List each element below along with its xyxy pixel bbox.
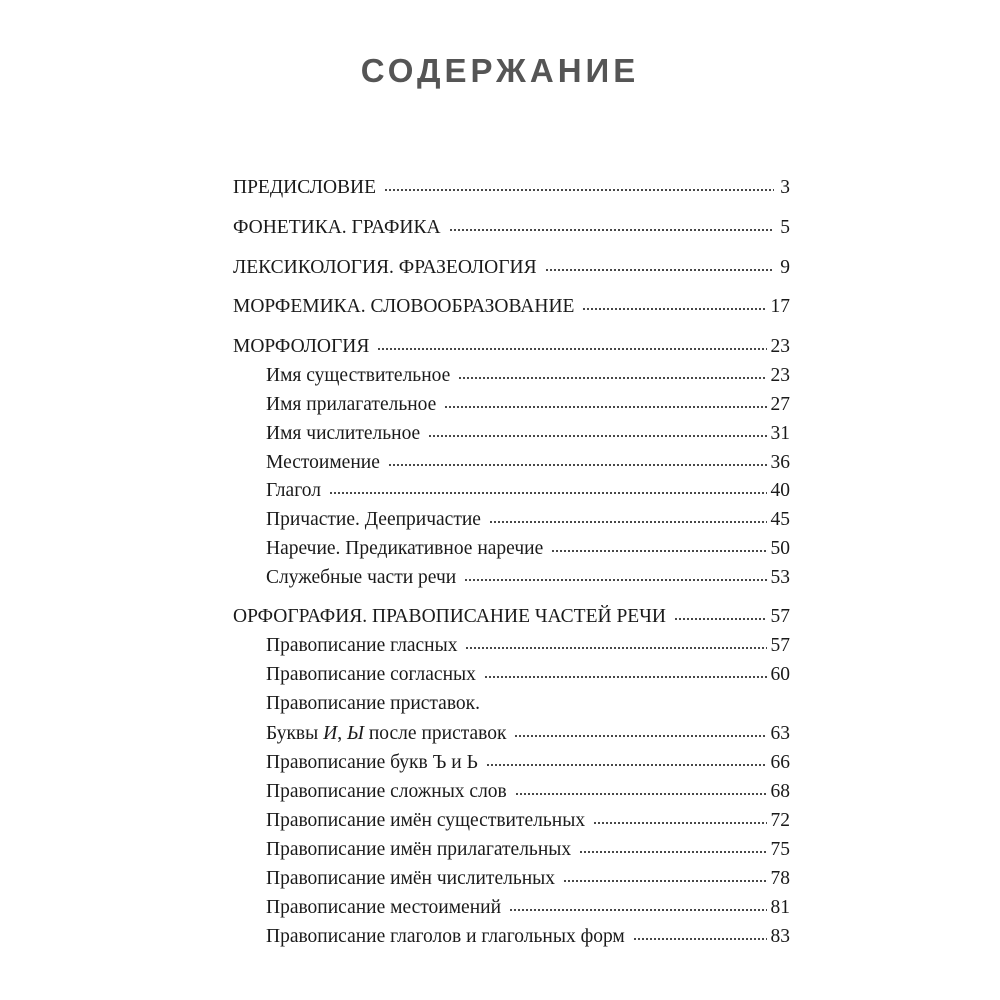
toc-entry-page: 3 — [780, 177, 790, 198]
label-separator: , — [337, 723, 347, 744]
label-italic-letter: И — [323, 723, 338, 744]
toc-entry-page: 60 — [770, 664, 790, 685]
toc-entry-page: 81 — [770, 897, 790, 918]
toc-entry-morphemics[interactable] — [233, 293, 790, 321]
toc-subentry[interactable] — [266, 661, 790, 689]
toc-entry-label: МОРФОЛОГИЯ — [233, 336, 370, 357]
toc-entry-page: 45 — [770, 509, 790, 530]
toc-entry-page: 53 — [770, 567, 790, 588]
dot-leader — [515, 792, 767, 796]
toc-entry-page: 83 — [770, 926, 790, 947]
toc-entry-label: Правописание согласных — [266, 664, 476, 685]
toc-entry-page: 36 — [770, 452, 790, 473]
toc-subentry[interactable] — [266, 923, 790, 951]
toc-entry-page: 66 — [770, 752, 790, 773]
page-title: СОДЕРЖАНИЕ — [360, 52, 640, 89]
toc-subentry[interactable] — [266, 449, 790, 477]
toc-subentry[interactable] — [266, 836, 790, 864]
dot-leader — [582, 307, 766, 311]
toc-entry-page: 17 — [770, 296, 790, 317]
dot-leader — [514, 734, 766, 738]
toc-entry-page: 68 — [770, 781, 790, 802]
dot-leader — [449, 228, 774, 232]
dot-leader — [551, 549, 766, 553]
toc-subentry[interactable] — [266, 807, 790, 835]
toc-subentry[interactable] — [266, 894, 790, 922]
toc-entry-page: 23 — [770, 365, 790, 386]
toc-entry-page: 78 — [770, 868, 790, 889]
toc-entry-label: Правописание имён числительных — [266, 868, 556, 889]
toc-subentry-first-line[interactable] — [266, 690, 480, 718]
toc-entry-label: Правописание имён существительных — [266, 810, 586, 831]
toc-entry-label: ФОНЕТИКА. ГРАФИКА — [233, 217, 441, 238]
toc-subentry[interactable] — [266, 749, 790, 777]
toc-subentry[interactable] — [266, 632, 790, 660]
toc-entry-label: Глагол — [266, 480, 321, 501]
toc-subentry[interactable] — [266, 477, 790, 505]
dot-leader — [377, 347, 766, 351]
label-italic-letter: Ы — [346, 723, 364, 744]
toc-subentry[interactable] — [266, 362, 790, 390]
toc-entry-label: ЛЕКСИКОЛОГИЯ. ФРАЗЕОЛОГИЯ — [233, 257, 537, 278]
dot-leader — [458, 376, 766, 380]
toc-entry-label: Имя числительное — [266, 423, 421, 444]
dot-leader — [509, 908, 766, 912]
toc-entry-label: Правописание приставок. — [266, 693, 480, 714]
toc-entry-page: 27 — [770, 394, 790, 415]
toc-subentry[interactable] — [266, 535, 790, 563]
toc-entry-label: Наречие. Предикативное наречие — [266, 538, 544, 559]
toc-entry-page: 72 — [770, 810, 790, 831]
toc-entry-page: 57 — [770, 635, 790, 656]
dot-leader — [674, 617, 767, 621]
toc-entry-page: 40 — [770, 480, 790, 501]
dot-leader — [388, 463, 767, 467]
toc-entry-label: Правописание букв Ъ и Ь — [266, 752, 478, 773]
toc-entry-page: 50 — [770, 538, 790, 559]
toc-entry-label: ПРЕДИСЛОВИЕ — [233, 177, 377, 198]
label-prefix: Буквы — [266, 723, 324, 744]
toc-subentry[interactable] — [266, 391, 790, 419]
toc-entry-label: Правописание местоимений — [266, 897, 502, 918]
toc-entry-label: Местоимение — [266, 452, 380, 473]
toc-entry-page: 31 — [770, 423, 790, 444]
toc-entry-label — [266, 720, 506, 748]
toc-subentry[interactable] — [266, 420, 790, 448]
toc-entry-label: Служебные части речи — [266, 567, 457, 588]
toc-entry-page: 57 — [770, 606, 790, 627]
toc-entry-page: 63 — [770, 723, 790, 744]
dot-leader — [484, 675, 767, 679]
dot-leader — [486, 763, 767, 767]
dot-leader — [633, 937, 767, 941]
label-suffix: после приставок — [363, 723, 507, 744]
dot-leader — [563, 879, 766, 883]
toc-entry-label: Правописание глаголов и глагольных форм — [266, 926, 625, 947]
toc-entry-label: ОРФОГРАФИЯ. ПРАВОПИСАНИЕ ЧАСТЕЙ РЕЧИ — [233, 606, 666, 627]
toc-entry-preface[interactable] — [233, 174, 790, 202]
toc-entry-label: Правописание гласных — [266, 635, 458, 656]
toc-entry-page: 9 — [780, 257, 790, 278]
dot-leader — [579, 850, 766, 854]
toc-entry-label: Причастие. Деепричастие — [266, 509, 481, 530]
dot-leader — [489, 520, 767, 524]
toc-entry-label: Имя существительное — [266, 365, 451, 386]
toc-entry-lexicology[interactable] — [233, 254, 790, 282]
toc-entry-page: 5 — [780, 217, 790, 238]
dot-leader — [593, 821, 766, 825]
toc-subentry[interactable] — [266, 506, 790, 534]
toc-entry-label: МОРФЕМИКА. СЛОВООБРАЗОВАНИЕ — [233, 296, 575, 317]
dot-leader — [464, 578, 766, 582]
dot-leader — [444, 405, 766, 409]
dot-leader — [329, 491, 767, 495]
dot-leader — [384, 188, 774, 192]
toc-subentry[interactable] — [266, 720, 790, 748]
toc-subentry[interactable] — [266, 865, 790, 893]
toc-entry-page: 75 — [770, 839, 790, 860]
dot-leader — [465, 646, 766, 650]
dot-leader — [428, 434, 766, 438]
toc-entry-phonetics[interactable] — [233, 214, 790, 242]
toc-subentry[interactable] — [266, 778, 790, 806]
toc-entry-label: Имя прилагательное — [266, 394, 437, 415]
toc-subentry[interactable] — [266, 564, 790, 592]
toc-entry-morphology[interactable] — [233, 333, 790, 361]
dot-leader — [545, 268, 774, 272]
toc-entry-page: 23 — [770, 336, 790, 357]
toc-entry-label: Правописание сложных слов — [266, 781, 507, 802]
toc-entry-label: Правописание имён прилагательных — [266, 839, 572, 860]
toc-entry-orthography[interactable] — [233, 603, 790, 631]
